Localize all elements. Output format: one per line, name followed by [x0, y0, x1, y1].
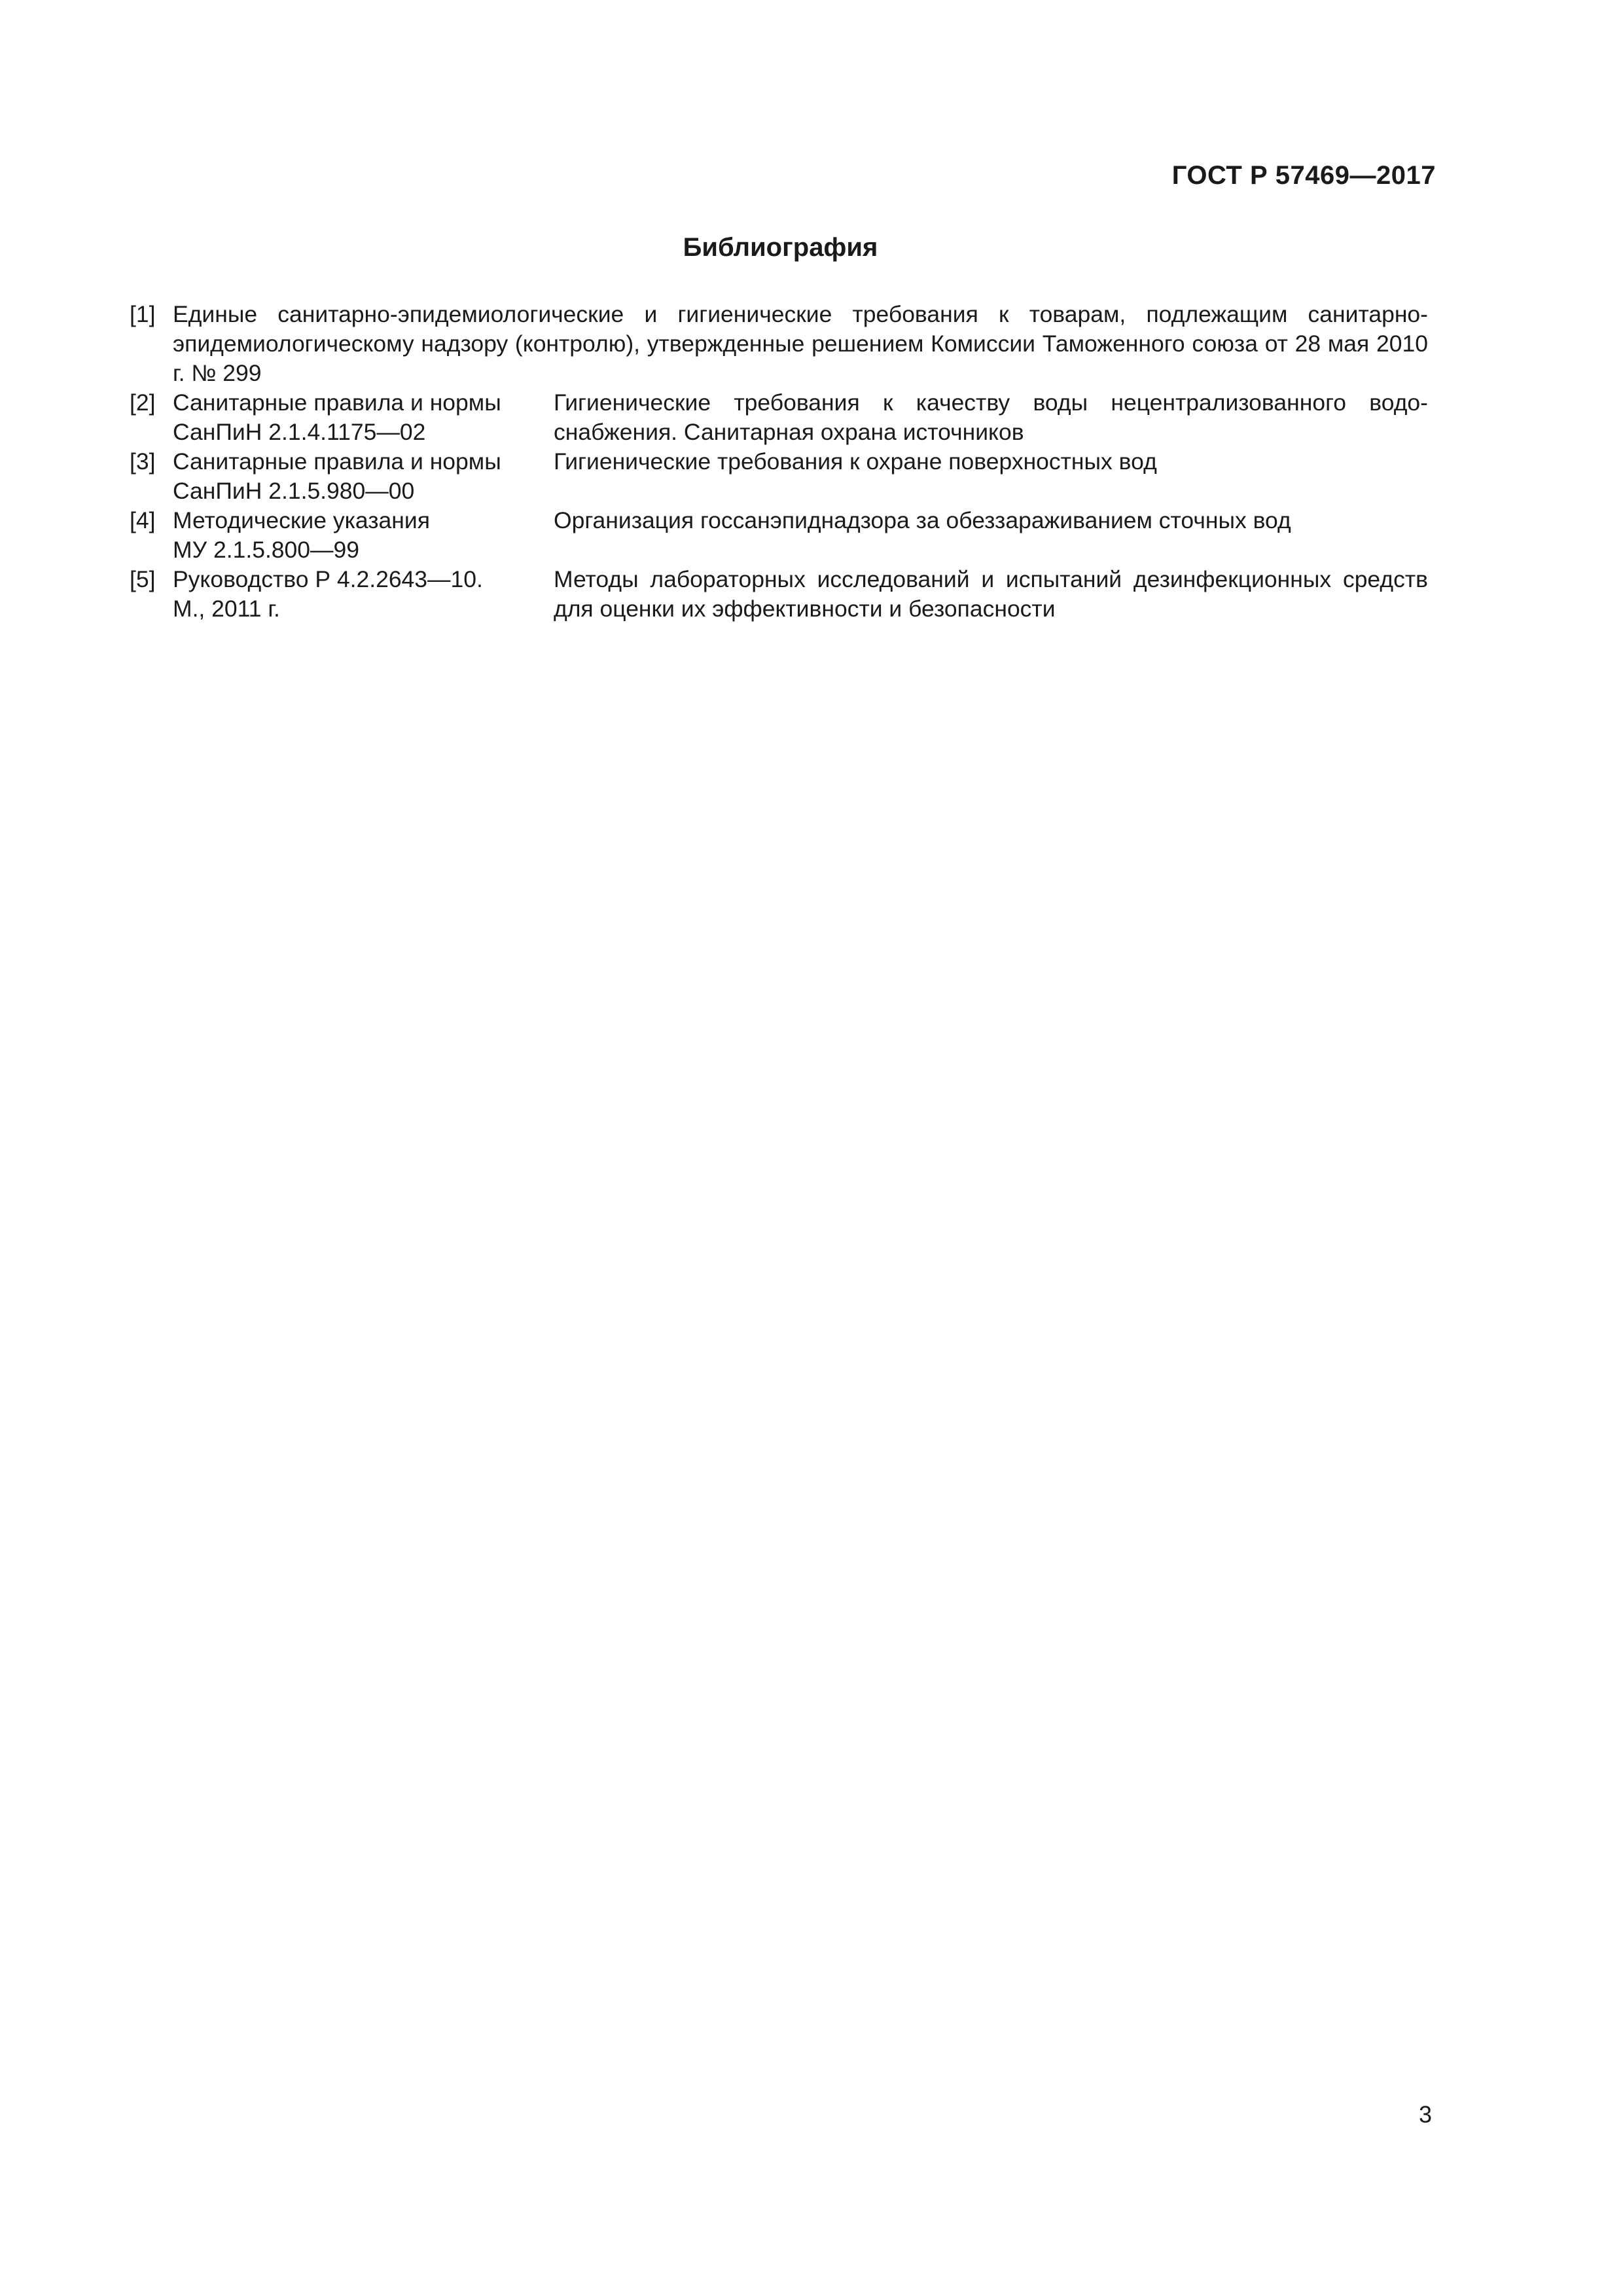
bibliography-list — [130, 300, 1428, 624]
title-line: Гигиенические требования к охране поверхностных вод — [554, 448, 1157, 475]
entry-title — [554, 388, 1428, 447]
entry-title — [554, 565, 1428, 624]
entry-document — [173, 388, 554, 447]
bibliography-entry-3 — [130, 447, 1428, 506]
entry-number: [3] — [130, 448, 156, 475]
entry-number: [2] — [130, 389, 156, 416]
entry-text-line: Единые санитарно-эпидемиологические и гигиенические требования к товарам, подлежащим санитарно- — [173, 301, 1428, 327]
bibliography-entry-5 — [130, 565, 1428, 624]
document-type: Методические указания — [173, 507, 430, 533]
entry-number: [5] — [130, 566, 156, 592]
entry-text-line: 2010 г. № 299 — [173, 331, 1428, 386]
title-line: Гигиенические требования к качеству воды нецентрализованного водо- — [554, 389, 1428, 416]
entry-number: [1] — [130, 301, 156, 327]
title-line: Методы лабораторных исследований и испытаний дезинфекционных — [554, 566, 1332, 592]
entry-document — [173, 506, 554, 565]
title-line: Организация госсанэпиднадзора за обеззараживанием сточных вод — [554, 507, 1291, 533]
entry-title — [554, 506, 1428, 565]
entry-document — [173, 447, 554, 506]
document-code: МУ 2.1.5.800—99 — [173, 537, 360, 563]
bibliography-entry-1 — [130, 300, 1428, 388]
entry-number: [4] — [130, 507, 156, 533]
entry-title — [554, 447, 1428, 506]
document-code: М., 2011 г. — [173, 596, 280, 622]
bibliography-entry-2 — [130, 388, 1428, 447]
bibliography-entry-4 — [130, 506, 1428, 565]
entry-text — [173, 300, 1428, 388]
title-line: средств для оценки их эффективности и безопасности — [554, 566, 1428, 622]
standard-code: ГОСТ Р 57469—2017 — [1171, 161, 1436, 190]
document-code: СанПиН 2.1.4.1175—02 — [173, 419, 426, 445]
section-title: Библиография — [683, 233, 878, 262]
entry-document — [173, 565, 554, 624]
document-type: Санитарные правила и нормы — [173, 389, 501, 416]
document-code: СанПиН 2.1.5.980—00 — [173, 478, 415, 504]
document-type: Руководство Р 4.2.2643—10. — [173, 566, 483, 592]
document-type: Санитарные правила и нормы — [173, 448, 501, 475]
title-line: снабжения. Санитарная охрана источников — [554, 419, 1024, 445]
entry-text-line: эпидемиологическому надзору (контролю), утвержденные решением Комиссии Таможенного союза от 28 мая — [173, 331, 1370, 357]
page-number: 3 — [1418, 2101, 1432, 2128]
